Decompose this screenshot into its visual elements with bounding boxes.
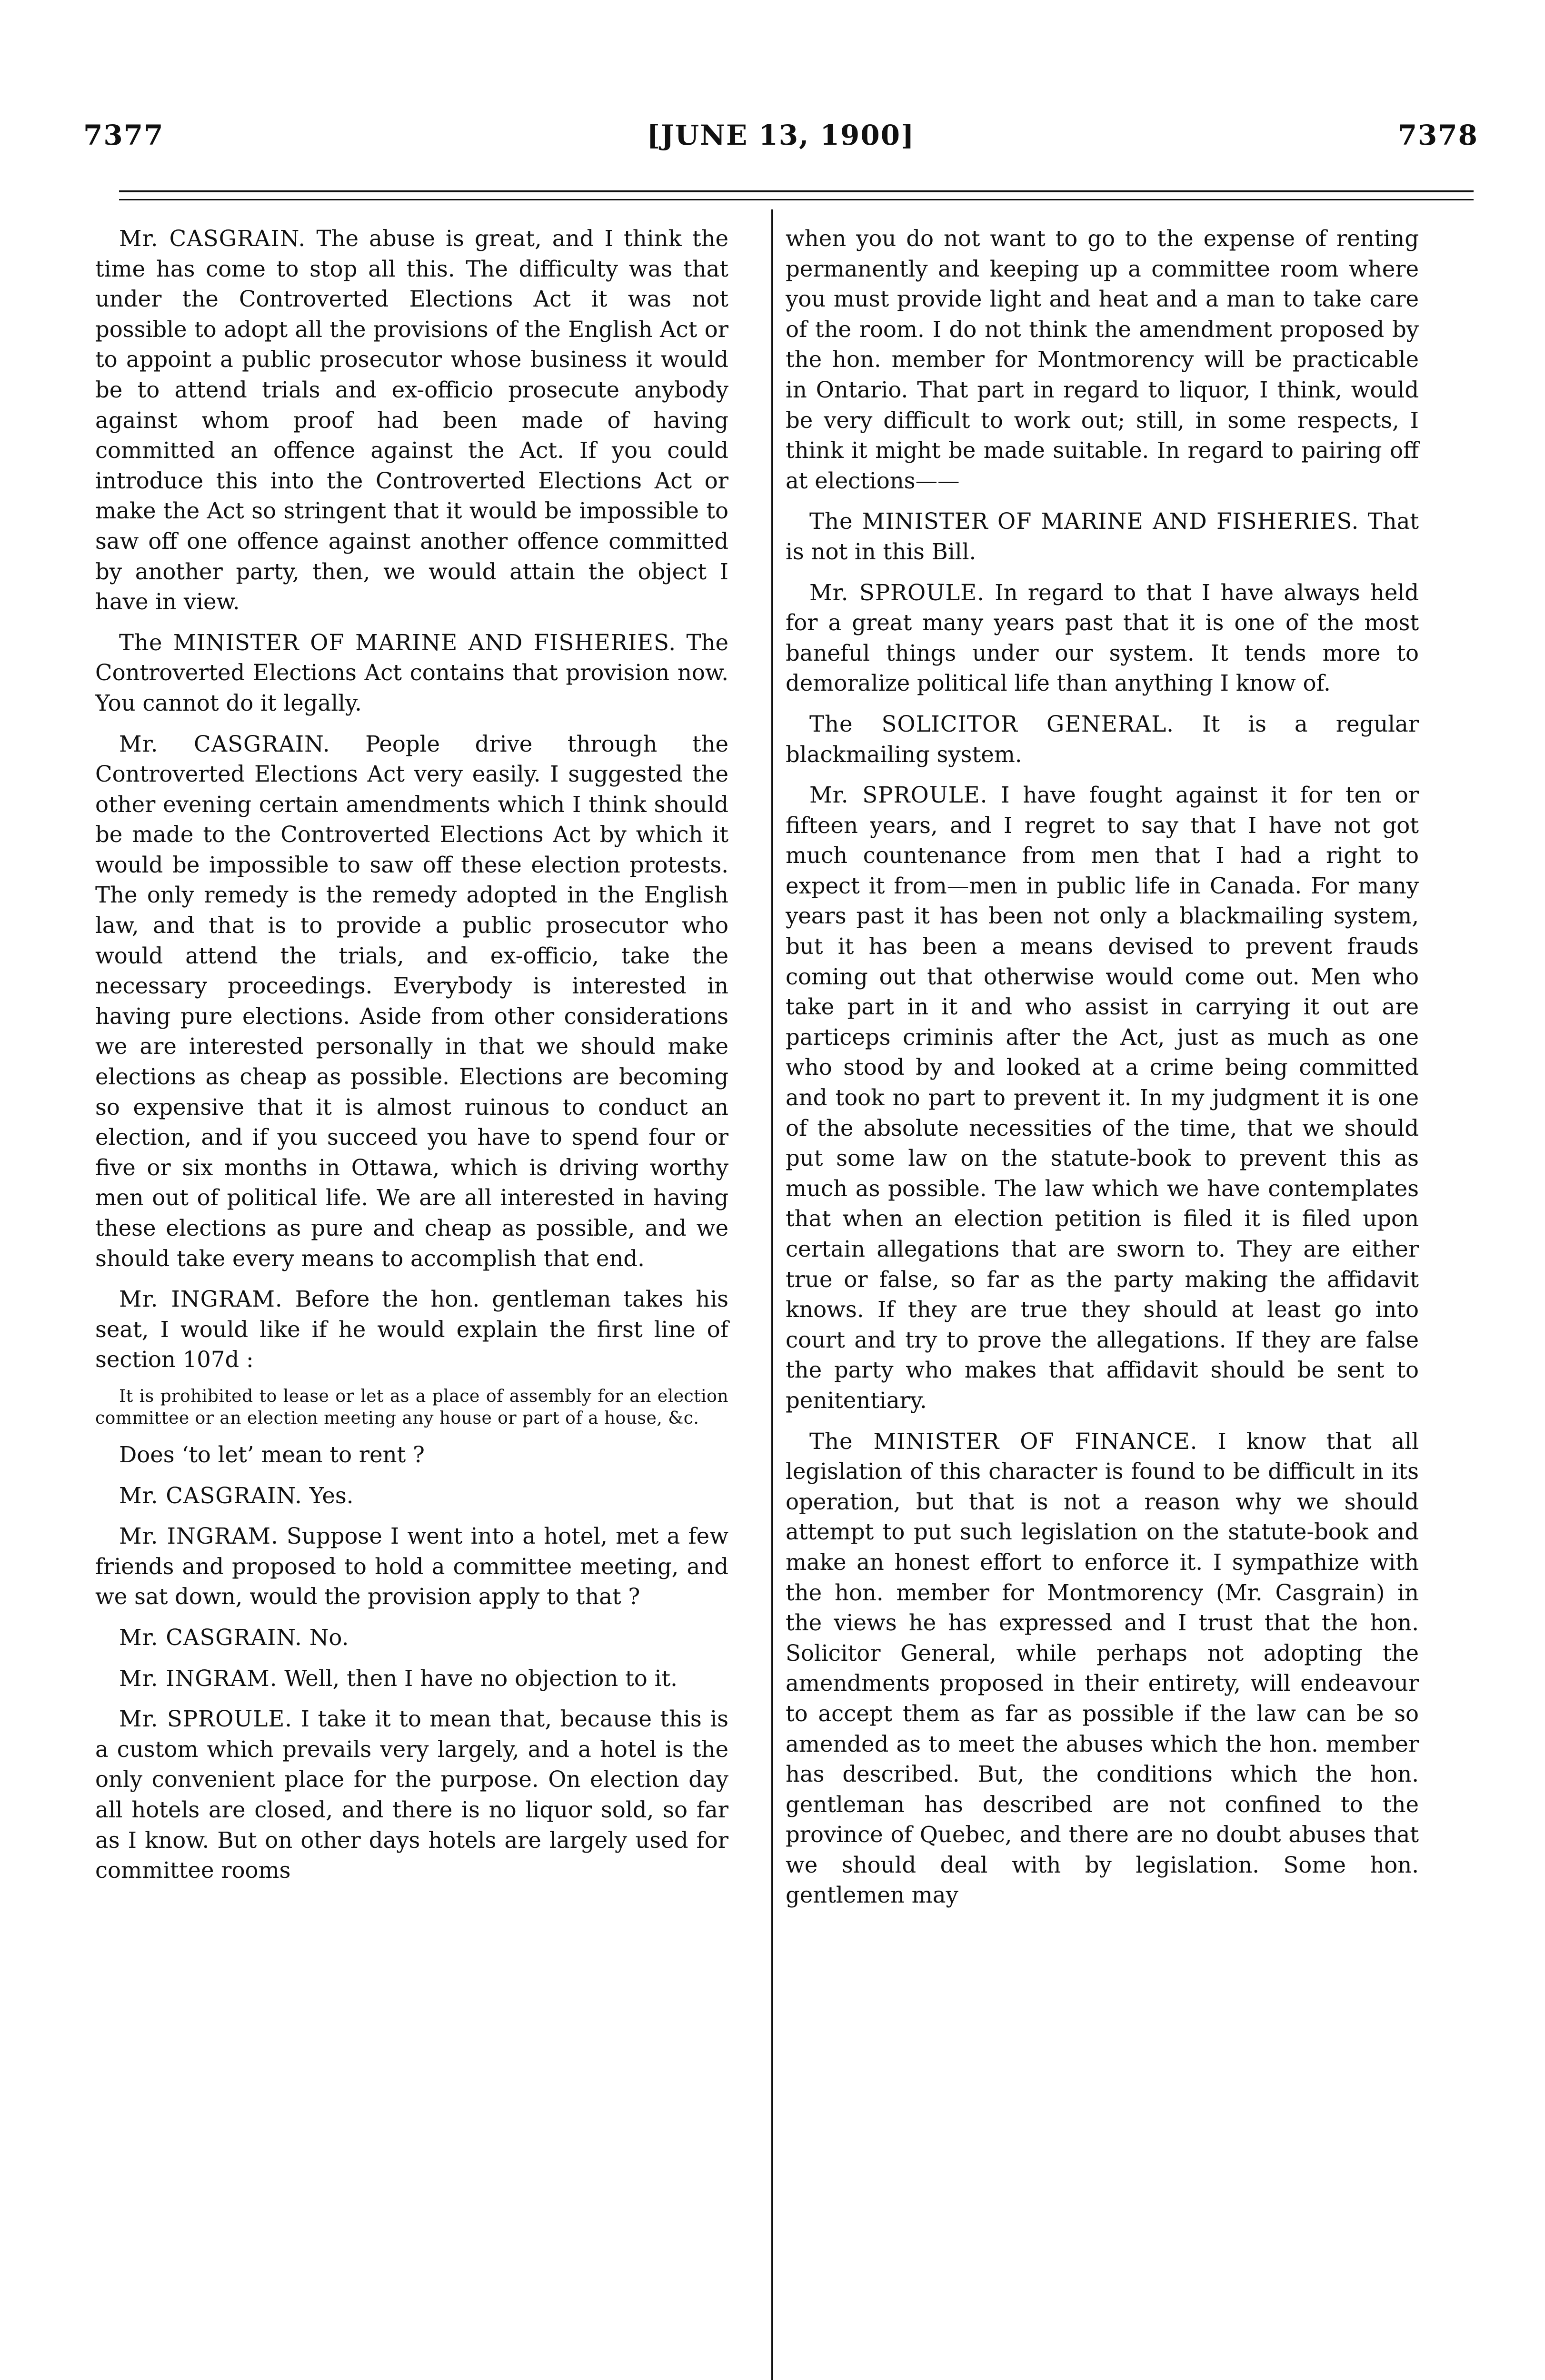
speaker-name: The SOLICITOR GENERAL. <box>809 711 1174 737</box>
speaker-name: The MINISTER OF MARINE AND FISHERIES. <box>119 629 677 655</box>
paragraph <box>786 578 1419 699</box>
quoted-statute: It is prohibited to lease or let as a place of assembly for an election committee or an election meeting any house or part of a house, &c. <box>95 1386 728 1428</box>
speech-text: People drive through the Controverted Elections Act very easily. I suggested the other evening certain amendments which I think should be made to the Controverted Elections Act by which it would be impossible to saw off these election protests. The only remedy is the remedy adopted in the English law, and that is to provide a public prosecutor who would attend the trials, and ex-officio, take the necessary proceedings. Everybody is interested in having pure elections. Aside from other considerations we are interested personally in that we should make elections as cheap as possible. Elections are becoming so expensive that it is almost ruinous to conduct an election, and if you succeed you have to spend four or five or six months in Ottawa, which is driving worthy men out of political life. We are all interested in having these elections as pure and cheap as possible, and we should take every means to accomplish that end. <box>95 731 728 1271</box>
paragraph <box>786 709 1419 770</box>
speech-text: Does ‘to let’ mean to rent ? <box>119 1441 425 1468</box>
paragraph <box>95 729 728 1274</box>
speech-text: I take it to mean that, because this is a custom which prevails very largely, and a hotel is the only convenient place for the purpose. On election day all hotels are closed, and there is no liquor sold, so far as I know. But on other days hotels are largely used for committee rooms <box>95 1706 728 1884</box>
paragraph <box>95 628 728 719</box>
left-column <box>95 224 728 1896</box>
speech-text: That is not in this Bill. <box>786 508 1419 565</box>
speech-text: Suppose I went into a hotel, met a few friends and proposed to hold a committee meeting, and we sat down, would the provision apply to that ? <box>95 1523 728 1610</box>
paragraph <box>786 780 1419 1416</box>
paragraph <box>95 1440 728 1470</box>
speech-text: Before the hon. gentleman takes his seat, I would like if he would explain the first line of section 107d : <box>95 1286 728 1373</box>
paragraph <box>95 1623 728 1653</box>
speaker-name: Mr. CASGRAIN. <box>119 731 330 757</box>
speaker-name: Mr. CASGRAIN. <box>119 1624 302 1650</box>
speech-text: The abuse is great, and I think the time has come to stop all this. The difficulty was that under the Controverted Elections Act it was not possible to adopt all the provisions of the English Act or to appoint a public prosecutor whose business it would be to attend trials and ex-officio prosecute anybody against whom proof had been made of having committed an offence against the Act. If you could introduce this into the Controverted Elections Act or make the Act so stringent that it would be impossible to saw off one offence against another offence committed by another party, then, we would attain the object I have in view. <box>95 226 729 615</box>
paragraph <box>95 1704 728 1886</box>
speech-text: when you do not want to go to the expense of renting permanently and keeping up a committee room where you must provide light and heat and a man to take care of the room. I do not think the amendment proposed by the hon. member for Montmorency will be practicable in Ontario. That part in regard to liquor, I think, would be very difficult to work out; still, in some respects, I think it might be made suitable. In regard to pairing off at elections—— <box>786 226 1419 494</box>
column-divider <box>771 209 773 2380</box>
speech-text: Well, then I have no objection to it. <box>284 1665 678 1691</box>
header-rule <box>119 190 1474 192</box>
speech-text: The Controverted Elections Act contains that provision now. You cannot do it legally. <box>95 629 729 716</box>
paragraph <box>786 506 1419 567</box>
speech-text: I know that all legislation of this character is found to be difficult in its operation, but that is not a reason why we should attempt to put such legislation on the statute-book and make an honest effort to enforce it. I sympathize with the hon. member for Montmorency (Mr. Casgrain) in the views he has expressed and I trust that the hon. Solicitor General, while perhaps not adopting the amendments proposed in their entirety, will endeavour to accept them as far as possible if the law can be so amended as to meet the abuses which the hon. member has described. But, the conditions which the hon. gentleman has described are not confined to the province of Quebec, and there are no doubt abuses that we should deal with by legislation. Some hon. gentlemen may <box>786 1428 1419 1908</box>
page-header <box>83 119 1478 162</box>
speaker-name: Mr. INGRAM. <box>119 1665 278 1691</box>
speech-text: In regard to that I have always held for a great many years past that it is one of the most baneful things under our system. It tends more to demoralize political life than anything I know of. <box>786 579 1419 696</box>
paragraph <box>95 1664 728 1694</box>
paragraph <box>95 1481 728 1511</box>
page-number-left: 7377 <box>83 119 164 151</box>
speaker-name: Mr. SPROULE. <box>809 782 988 808</box>
paragraph <box>95 224 728 617</box>
speaker-name: Mr. CASGRAIN. <box>119 1482 302 1508</box>
paragraph <box>95 1284 728 1375</box>
paragraph <box>95 1521 728 1612</box>
speech-text: No. <box>309 1624 349 1650</box>
header-rule-secondary <box>119 199 1474 200</box>
paragraph <box>786 224 1419 496</box>
speaker-name: Mr. SPROULE. <box>119 1706 293 1732</box>
speaker-name: Mr. INGRAM. <box>119 1523 279 1549</box>
speech-text: I have fought against it for ten or fifteen years, and I regret to say that I have not got much countenance from men that I had a right to expect it from—men in public life in Canada. For many years past it has been not only a blackmailing system, but it has been a means devised to prevent frauds coming out that otherwise would come out. Men who take part in it and who assist in carrying it out are particeps criminis after the Act, just as much as one who stood by and looked at a crime being committed and took no part to prevent it. In my judgment it is one of the absolute necessities of the time, that we should put some law on the statute-book to prevent this as much as possible. The law which we have contemplates that when an election petition is filed it is filed upon certain allegations that are sworn to. They are either true or false, so far as the party making the affidavit knows. If they are true they should at least go into court and try to prove the allegations. If they are false the party who makes that affidavit should be sent to penitentiary. <box>786 782 1419 1413</box>
page-number-right: 7378 <box>1397 119 1478 151</box>
speaker-name: Mr. CASGRAIN. <box>119 226 306 251</box>
session-date: [JUNE 13, 1900] <box>647 119 915 151</box>
speaker-name: The MINISTER OF FINANCE. <box>809 1428 1198 1454</box>
speaker-name: Mr. SPROULE. <box>809 579 985 605</box>
speaker-name: Mr. INGRAM. <box>119 1286 283 1312</box>
speech-text: Yes. <box>309 1482 354 1508</box>
right-column <box>786 224 1419 1921</box>
paragraph <box>786 1427 1419 1911</box>
speaker-name: The MINISTER OF MARINE AND FISHERIES. <box>809 508 1359 535</box>
speech-text: It is a regular blackmailing system. <box>786 711 1419 767</box>
